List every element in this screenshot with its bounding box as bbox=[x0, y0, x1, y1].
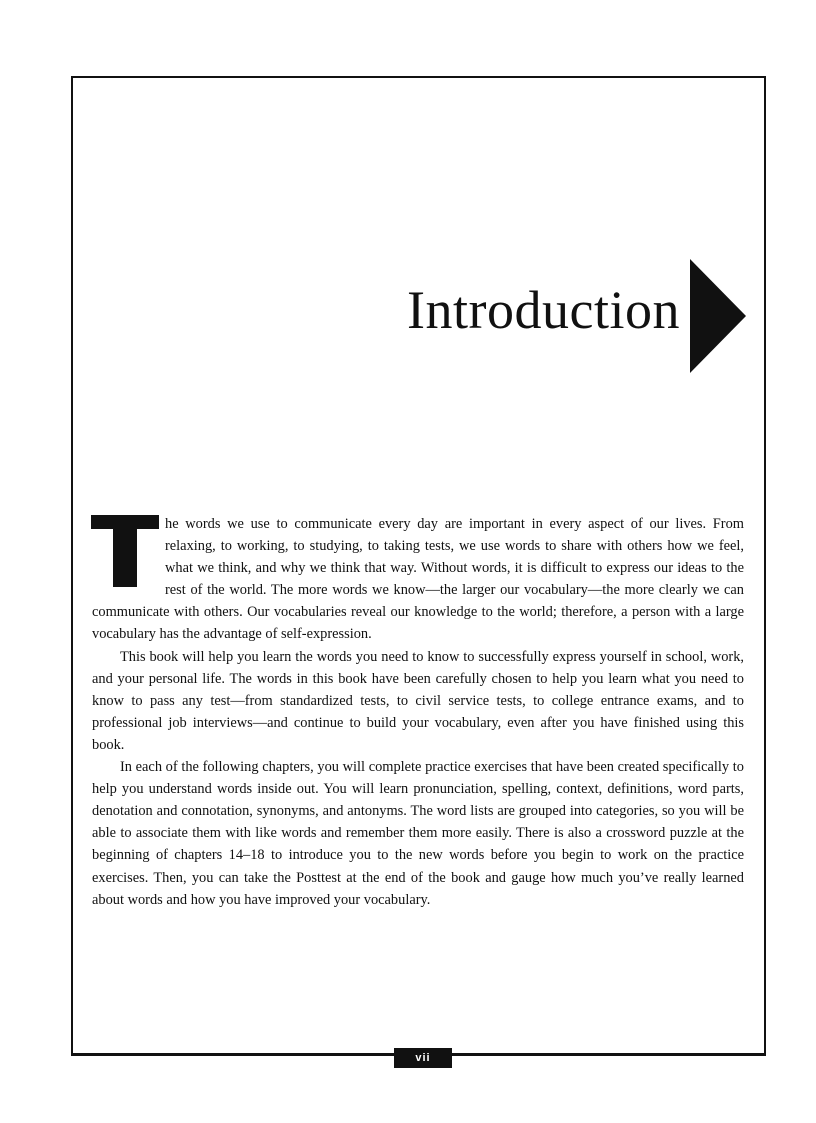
drop-cap-letter bbox=[91, 515, 159, 587]
introduction-body bbox=[92, 513, 744, 911]
paragraph-1 bbox=[92, 513, 744, 646]
chapter-title: Introduction bbox=[407, 280, 680, 340]
page-number: vii bbox=[394, 1048, 452, 1068]
paragraph-3: In each of the following chapters, you will complete practice exercises that have been created specifically to help you understand words inside out. You will learn pronunciation, spelling, context, definitions, word parts, denotation and connotation, synonyms, and antonyms. The word lists are grouped into categories, so you will be able to associate them with like words and remember them more easily. There is also a crossword puzzle at the beginning of chapters 14–18 to introduce you to the new words before you begin to work on the practice exercises. Then, you can take the Posttest at the end of the book and gauge how much you’ve really learned about words and how you have improved your vocabulary. bbox=[92, 759, 744, 908]
paragraph-1-text: he words we use to communicate every day are important in every aspect of our lives. From relaxing, to working, to studying, to taking tests, we use words to share with others how we feel, what we think, and why we think that way. Without words, it is difficult to express our ideas to the rest of the world. The more words we know—the larger our vocabulary—the more clearly we can communicate with others. Our vocabularies reveal our knowledge to the world; therefore, a person with a large vocabulary has the advantage of self-expression. bbox=[92, 516, 744, 643]
right-triangle-arrow-icon bbox=[690, 259, 746, 373]
paragraph-2: This book will help you learn the words you need to know to successfully express yourself in school, work, and your personal life. The words in this book have been carefully chosen to help you learn what you need to know to pass any test—from standardized tests, to civil service tests, to college entrance exams, and to professional job interviews—and continue to build your vocabulary, even after you have finished using this book. bbox=[92, 648, 744, 753]
